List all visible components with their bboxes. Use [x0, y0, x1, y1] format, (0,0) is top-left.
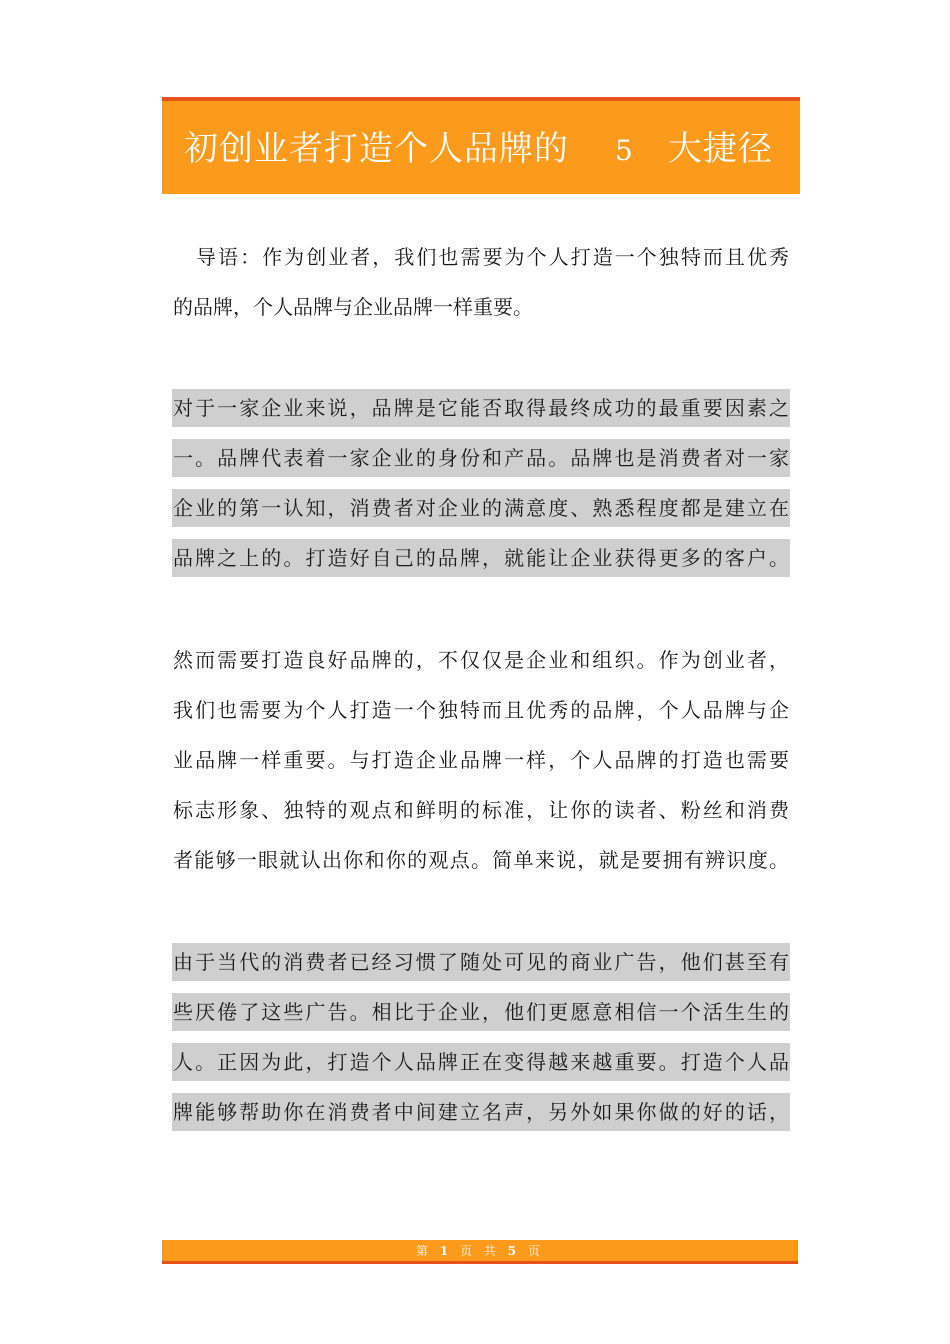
paragraph-line: 我们也需要为个人打造一个独特而且优秀的品牌，个人品牌与企 [173, 698, 789, 722]
intro-paragraph [172, 238, 790, 338]
title-banner [162, 97, 800, 194]
paragraph-line: 由于当代的消费者已经习惯了随处可见的商业广告，他们甚至有 [172, 943, 790, 981]
paragraph-line: 者能够一眼就认出你和你的观点。简单来说，就是要拥有辨识度。 [173, 848, 789, 872]
current-page-number: 1 [439, 1244, 453, 1258]
title-suffix: 大捷径 [667, 129, 773, 169]
intro-line: 的品牌，个人品牌与企业品牌一样重要。 [173, 295, 533, 319]
title-number: 5 [615, 134, 634, 167]
paragraph-1 [172, 389, 790, 589]
paragraph-line: 些厌倦了这些广告。相比于企业，他们更愿意相信一个活生生的 [172, 993, 790, 1031]
intro-line: 导语：作为创业者，我们也需要为个人打造一个独特而且优秀 [196, 245, 789, 269]
footer-label: 页 共 [460, 1244, 500, 1258]
footer-label: 页 [527, 1244, 544, 1258]
paragraph-line: 业品牌一样重要。与打造企业品牌一样，个人品牌的打造也需要 [173, 748, 789, 772]
title-prefix: 初创业者打造个人品牌的 [184, 129, 569, 169]
paragraph-2 [172, 641, 790, 891]
document-title [184, 127, 773, 173]
paragraph-line: 品牌之上的。打造好自己的品牌，就能让企业获得更多的客户。 [172, 539, 790, 577]
paragraph-3 [172, 943, 790, 1143]
page-footer [162, 1240, 798, 1264]
paragraph-line: 标志形象、独特的观点和鲜明的标准，让你的读者、粉丝和消费 [173, 798, 789, 822]
paragraph-line: 然而需要打造良好品牌的，不仅仅是企业和组织。作为创业者， [173, 648, 789, 672]
paragraph-line: 一。品牌代表着一家企业的身份和产品。品牌也是消费者对一家 [172, 439, 790, 477]
paragraph-line: 人。正因为此，打造个人品牌正在变得越来越重要。打造个人品 [172, 1043, 790, 1081]
paragraph-line: 对于一家企业来说，品牌是它能否取得最终成功的最重要因素之 [172, 389, 790, 427]
page-indicator [416, 1244, 544, 1258]
paragraph-line: 企业的第一认知，消费者对企业的满意度、熟悉程度都是建立在 [172, 489, 790, 527]
footer-label: 第 [416, 1244, 433, 1258]
paragraph-line: 牌能够帮助你在消费者中间建立名声，另外如果你做的好的话， [172, 1093, 790, 1131]
total-pages-number: 5 [507, 1244, 521, 1258]
